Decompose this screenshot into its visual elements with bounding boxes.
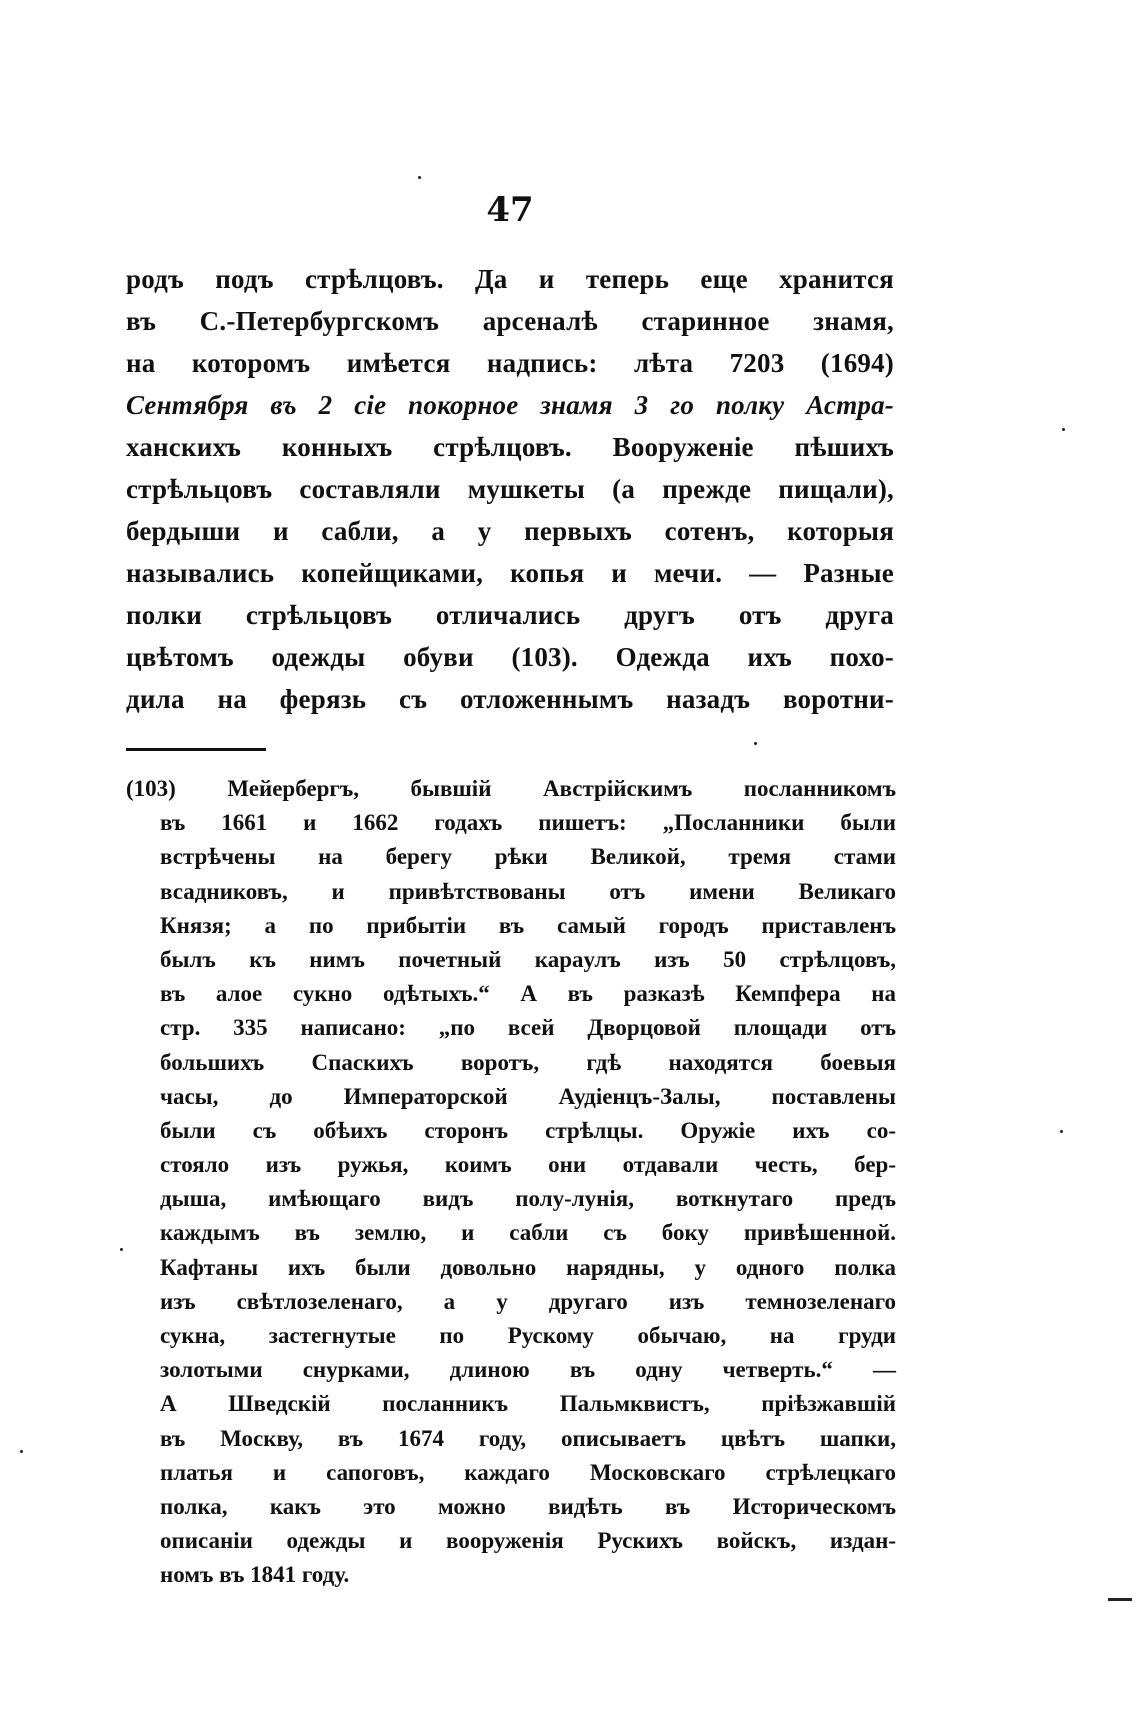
scan-speck: [20, 1450, 23, 1453]
main-text-line: цвѣтомъ одежды обуви (103). Одежда ихъ похо-: [126, 642, 894, 672]
main-text-block: [126, 258, 894, 720]
footnote-line: номъ въ 1841 году.: [160, 1562, 350, 1588]
main-text-line: родъ подъ стрѣлцовъ. Да и теперь еще хранится: [126, 264, 894, 294]
footnote-line: встрѣчены на берегу рѣки Великой, тремя стами: [160, 844, 896, 870]
footnote-line: дыша, имѣющаго видъ полу-лунія, воткнутаго предъ: [160, 1186, 896, 1212]
main-text-line: полки стрѣльцовъ отличались другъ отъ друга: [126, 600, 894, 630]
footnote-line: сукна, застегнутые по Рускому обычаю, на груди: [160, 1323, 896, 1348]
footnote-line: золотыми снурками, длиною въ одну четверть.“ —: [160, 1357, 896, 1383]
footnote-line: всадниковъ, и привѣтствованы отъ имени Великаго: [160, 878, 896, 904]
main-text-line: Сентября въ 2 сіе покорное знамя 3 го полку Астра-: [126, 390, 894, 420]
page-number: 47: [486, 190, 534, 230]
footnote-line: описаніи одежды и вооруженія Рускихъ войскъ, издан-: [160, 1528, 896, 1554]
main-text-line: назывались копейщиками, копья и мечи. — Разные: [126, 558, 894, 588]
footnote-line: каждымъ въ землю, и сабли съ боку привѣшенной.: [160, 1220, 896, 1246]
footnote-separator-rule: [126, 748, 266, 751]
footnote-line: стояло изъ ружья, коимъ они отдавали честь, бер-: [160, 1152, 896, 1178]
footnote-line: часы, до Императорской Аудіенцъ-Залы, поставлены: [160, 1083, 896, 1109]
footnote-line: (103) Мейербергъ, бывшій Австрійскимъ посланникомъ: [126, 776, 896, 801]
scan-edge-mark: [1108, 1598, 1132, 1601]
footnote-line: большихъ Спаскихъ воротъ, гдѣ находятся боевыя: [160, 1049, 896, 1075]
main-text-line: стрѣльцовъ составляли мушкеты (а прежде пищали),: [126, 474, 894, 504]
footnote-block: [126, 772, 896, 1593]
footnote-line: Кафтаны ихъ были довольно нарядны, у одного полка: [160, 1254, 896, 1280]
footnote-line: въ 1661 и 1662 годахъ пишетъ: „Посланники были: [160, 810, 896, 836]
footnote-line: стр. 335 написано: „по всей Дворцовой площади отъ: [160, 1015, 896, 1041]
footnote-line: А Шведскій посланникъ Пальмквистъ, пріѣзжавшій: [160, 1391, 896, 1417]
main-text-line: ханскихъ конныхъ стрѣлцовъ. Вооруженіе пѣшихъ: [126, 432, 894, 462]
footnote-line: были съ обѣихъ сторонъ стрѣлцы. Оружіе ихъ со-: [160, 1117, 896, 1143]
footnote-line: изъ свѣтлозеленаго, а у другаго изъ темнозеленаго: [160, 1288, 896, 1314]
scan-speck: [754, 742, 757, 745]
main-text-line: въ С.-Петербургскомъ арсеналѣ старинное знамя,: [126, 306, 894, 336]
scan-speck: [1060, 1130, 1063, 1133]
footnote-line: платья и сапоговъ, каждаго Московскаго стрѣлецкаго: [160, 1459, 896, 1485]
main-text-line: бердыши и сабли, а у первыхъ сотенъ, которыя: [126, 516, 894, 546]
scan-speck: [418, 176, 421, 179]
footnote-line: полка, какъ это можно видѣть въ Историческомъ: [160, 1493, 896, 1519]
footnote-line: Князя; а по прибытіи въ самый городъ приставленъ: [160, 912, 896, 938]
footnote-line: былъ къ нимъ почетный карaулъ изъ 50 стрѣлцовъ,: [160, 946, 896, 972]
main-text-line: на которомъ имѣется надпись: лѣта 7203 (1694): [126, 348, 894, 378]
scan-speck: [1062, 428, 1065, 431]
main-text-line: дила на ферязь съ отложеннымъ назадъ воротни-: [126, 684, 894, 714]
footnote-line: въ Москву, въ 1674 году, описываетъ цвѣтъ шапки,: [160, 1425, 896, 1451]
footnote-line: въ алое сукно одѣтыхъ.“ А въ разказѣ Кемпфера на: [160, 981, 896, 1007]
scan-speck: [120, 1248, 123, 1251]
